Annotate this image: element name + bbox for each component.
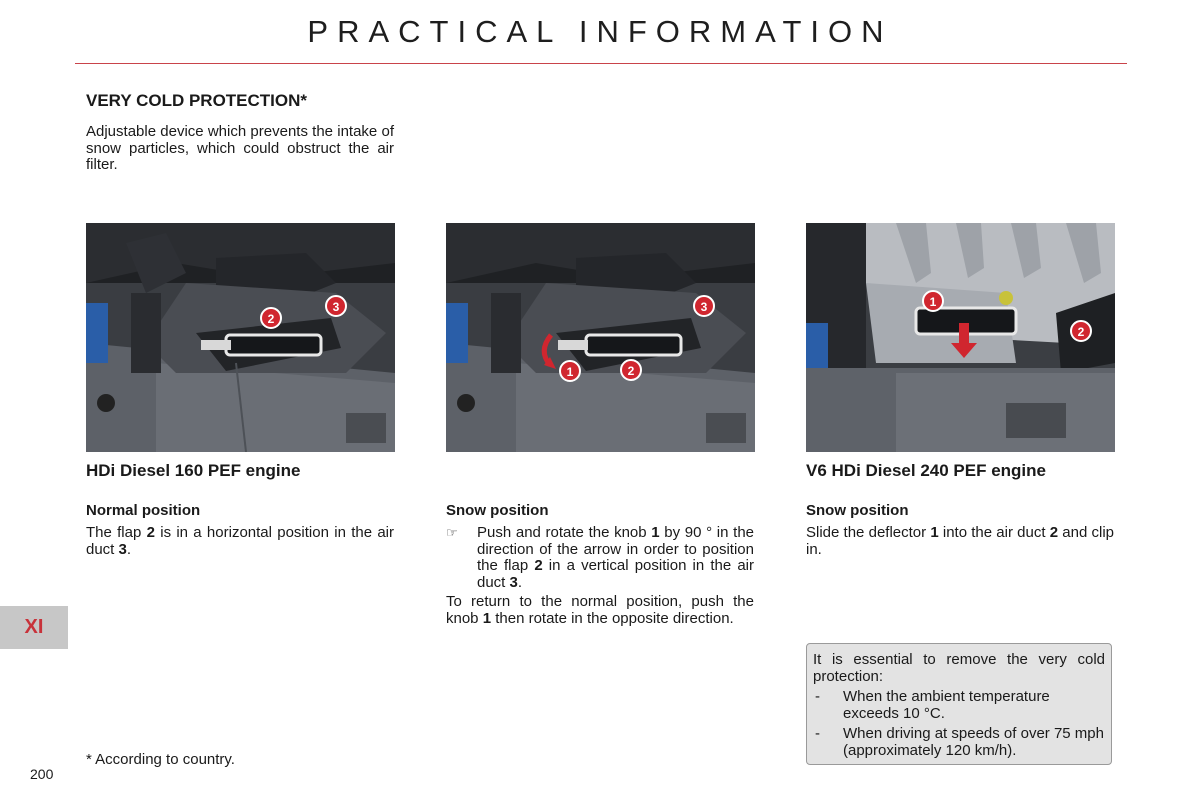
svg-text:1: 1 xyxy=(566,365,574,379)
normal-position-text: The flap 2 is in a horizontal position in the air duct 3. xyxy=(86,524,394,558)
callout-2 xyxy=(1071,321,1091,341)
svg-text:2: 2 xyxy=(267,312,275,326)
return-normal-text: To return to the normal position, push the knob 1 then rotate in the opposite direction. xyxy=(446,593,754,627)
callout-2 xyxy=(621,360,641,380)
deflector-text: Slide the deflector 1 into the air duct 2 and clip in. xyxy=(806,524,1114,558)
callout-1 xyxy=(923,291,943,311)
warning-note-box xyxy=(806,643,1112,765)
pointing-hand-icon: ☞ xyxy=(446,525,458,540)
engine-photo-v6-240-snow xyxy=(806,223,1115,452)
header-rule xyxy=(75,63,1127,64)
svg-text:3: 3 xyxy=(332,300,340,314)
note-item: - When the ambient temperature exceeds 10 °C. xyxy=(815,688,1050,722)
footnote: * According to country. xyxy=(86,751,235,768)
snow-position-heading-v6: Snow position xyxy=(806,502,909,519)
callout-2 xyxy=(261,308,281,328)
snow-position-heading-hdi160: Snow position xyxy=(446,502,549,519)
svg-text:1: 1 xyxy=(929,295,937,309)
engine-title-hdi160: HDi Diesel 160 PEF engine xyxy=(86,461,301,480)
page-header-title: PRACTICAL INFORMATION xyxy=(307,14,893,49)
svg-text:3: 3 xyxy=(700,300,708,314)
page-number: 200 xyxy=(30,766,54,782)
callout-1 xyxy=(560,361,580,381)
callout-3 xyxy=(326,296,346,316)
engine-title-v6-240: V6 HDi Diesel 240 PEF engine xyxy=(806,461,1046,480)
svg-text:2: 2 xyxy=(1077,325,1085,339)
snow-position-step xyxy=(446,525,754,591)
intro-paragraph: Adjustable device which prevents the intake of snow particles, which could obstruct the air filter. xyxy=(86,123,394,173)
chapter-tab: XI xyxy=(0,606,68,649)
note-lead: It is essential to remove the very cold protection: xyxy=(813,651,1105,685)
callout-3 xyxy=(694,296,714,316)
engine-photo-hdi160-normal xyxy=(86,223,395,452)
note-item: - When driving at speeds of over 75 mph (approximately 120 km/h). xyxy=(815,725,1104,759)
svg-text:2: 2 xyxy=(627,364,635,378)
engine-photo-hdi160-snow xyxy=(446,223,755,452)
snow-position-step-text: Push and rotate the knob 1 by 90 ° in the direction of the arrow in order to position the flap 2 in a vertical position in the air duct 3. xyxy=(477,524,755,591)
section-title: VERY COLD PROTECTION* xyxy=(86,91,308,110)
normal-position-heading: Normal position xyxy=(86,502,201,519)
